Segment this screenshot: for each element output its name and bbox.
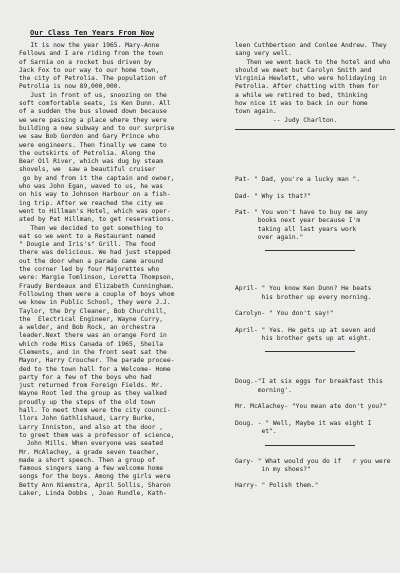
story-line: Petrolia. After chatting with them for <box>235 83 380 91</box>
story-line: Betty Ann Niemstra, April Sollis, Sharon <box>19 481 171 489</box>
story-line: the corner led by four Majorettes who <box>19 266 160 274</box>
dialogue-line <box>235 319 395 327</box>
page-title: Our Class Ten Years From Now <box>30 28 154 37</box>
story-line: went to Hillman's Hotel, which was oper- <box>19 207 171 215</box>
story-line: ing trip. After we reached the city we <box>19 199 164 207</box>
story-line: famous singers sang a few welcome home <box>19 465 164 473</box>
right-column <box>235 42 395 491</box>
story-line: Fraudy Berdeaux and Elizabeth Cunningham. <box>19 282 175 290</box>
joke-doug-mcalachey <box>235 378 395 436</box>
story-line: Jack Fox to our way to our home town, <box>19 66 160 74</box>
story-line: town again. <box>235 108 277 116</box>
dialogue-line <box>235 395 395 403</box>
story-line: were engineers. Then finally we came to <box>19 141 167 149</box>
dialogue-line: Dad- " Why is that?" <box>235 192 311 200</box>
dialogue-line: over again." <box>235 234 304 242</box>
story-line: Wayne Root led the group as they walked <box>19 390 167 398</box>
story-line: eat so we went to a Restaurant named <box>19 232 156 240</box>
story-continuation <box>235 42 395 117</box>
story-line: we knew in Public School, they were J.J. <box>19 299 171 307</box>
dialogue-line: Doug.-"I at six eggs for breakfast this <box>235 378 383 386</box>
story-line: soft comfortable seats, is Ken Dunn. All <box>19 100 171 108</box>
story-line: hall. To meet them were the city counci- <box>19 407 171 415</box>
dialogue-line: Pat- " You won't have to buy me any <box>235 209 368 217</box>
dialogue-line: Doug. - " Well, Maybe it was eight I <box>235 419 372 427</box>
story-line: who was John Egan, waved to us, he was <box>19 183 164 191</box>
story-line: Clements, and in the front seat sat the <box>19 348 167 356</box>
dialogue-line <box>235 201 395 209</box>
story-line: the outskirts of Petrolia. Along the <box>19 149 156 157</box>
dialogue-line <box>235 302 395 310</box>
story-line: out the door when a parade came around <box>19 257 164 265</box>
story-line: Then we decided to get something to <box>19 224 164 232</box>
story-line: John Mills. When everyone was seated <box>19 440 164 448</box>
joke-gary-harry <box>235 458 395 491</box>
story-line: Following them were a couple of boys whom <box>19 290 175 298</box>
story-line: which rode Miss Canada of 1965, Sheila <box>19 340 164 348</box>
story-line: Mayor, Harry Croucher. The parade procee- <box>19 357 175 365</box>
story-line: just returned from Foreign Fields. Mr. <box>19 382 164 390</box>
dialogue-line <box>235 412 395 420</box>
story-line: party for a few of the boys who had <box>19 373 152 381</box>
story-line: building a new subway and to our surprise <box>19 124 175 132</box>
story-line: Then we went back to the hotel and who <box>235 58 391 66</box>
dialogue-line: in my shoes?" <box>235 465 311 473</box>
dialogue-line: Mr. McAlachey- "You mean ate don't you?" <box>235 403 387 411</box>
story-line: to greet them was a professor of science, <box>19 431 175 439</box>
story-line: songs for the boys. Among the girls were <box>19 473 171 481</box>
story-line: shovels, we saw a beautiful cruiser <box>19 166 156 174</box>
dialogue-line: taking all last years work <box>235 225 357 233</box>
dialogue-line: his brother up every morning. <box>235 293 372 301</box>
joke-dad-pat <box>235 176 395 242</box>
story-line: we were passing a place where they were <box>19 116 167 124</box>
story-line: ded to the town hall for a Welcome- Home <box>19 365 171 373</box>
story-line: Taylor, the Dry Cleaner, Bob Churchill, <box>19 307 167 315</box>
story-line: " Dougie and Iris's" Grill. The food <box>19 241 156 249</box>
story-line: Larry Inniston, and also at the door , <box>19 423 164 431</box>
story-line: a while we retired to bed, thinking <box>235 91 368 99</box>
story-line: go by and from it the captain and owner, <box>19 174 175 182</box>
story-line: on his way to Johnson Harbour on a fish- <box>19 191 171 199</box>
story-line: Petrolia is now 89,000,000. <box>19 83 122 91</box>
story-line: how nice it was to back in our home <box>235 100 368 108</box>
dialogue-line: books next year because I'm <box>235 217 361 225</box>
story-line: should we meet but Carolyn Smith and <box>235 66 372 74</box>
left-column <box>19 42 219 498</box>
dialogue-line: Gary- " What would you do if r you were <box>235 457 391 465</box>
story-line: sang very well. <box>235 50 292 58</box>
story-line: we saw Bob Gordon and Gary Prince who <box>19 133 160 141</box>
story-line: a welder, and Bob Rock, an orchestra <box>19 324 156 332</box>
story-line: Virginia Hewlett, who were holidaying in <box>235 75 387 83</box>
dialogue-line: morning'. <box>235 386 292 394</box>
story-line: leen Cuthbertson and Conlee Andrew. They <box>235 42 387 49</box>
story-line: Bear Oil River, which was dug by steam <box>19 158 164 166</box>
dialogue-line: Harry- " Polish them." <box>235 482 319 490</box>
dialogue-line <box>235 474 395 482</box>
dialogue-line: April- " Yes. He gets up at seven and <box>235 326 376 334</box>
story-line: llors John Gathlishaud, Larry Burke, <box>19 415 156 423</box>
dialogue-line: his brother gets up at eight. <box>235 335 372 343</box>
story-line: Laker, Linda Dobbs , Joan Rundle, Kath- <box>19 490 167 498</box>
story-line: made a short speech. Then a group of <box>19 456 156 464</box>
story-line: of Sarnia on a rocket bus driven by <box>19 58 152 66</box>
story-line: leader.Next there was an orange Ford in <box>19 332 167 340</box>
joke-april-carolyn <box>235 285 395 343</box>
story-line: proudly up the steps of the old town <box>19 398 156 406</box>
story-line: were: Margie Tomlinson, Loretta Thompson, <box>19 274 175 282</box>
story-line: of a sudden the bus slowed down because <box>19 108 167 116</box>
story-line: the Electrical Engineer, Wayne Curry, <box>19 315 164 323</box>
dialogue-line: Pat- " Dad, you're a lucky man ". <box>235 175 361 183</box>
dialogue-line <box>235 184 395 192</box>
dialogue-line: Carolyn- " You don't say!" <box>235 310 334 318</box>
story-line: Just in front of us, snoozing on the <box>19 91 167 99</box>
author-signature: -- Judy Charlton. <box>235 116 338 124</box>
story-line: the city of Petrolia. The population of <box>19 75 167 83</box>
dialogue-line: et". <box>235 428 277 436</box>
story-line: ated by Pat Hillman, to get reservations. <box>19 216 175 224</box>
story-line: Mr. McAlachey, a grade seven teacher, <box>19 448 160 456</box>
dialogue-line: April- " You know Ken Dunn? He beats <box>235 285 372 293</box>
story-line: there was delicious. We had just stepped <box>19 249 171 257</box>
story-line: Fellows and I are riding from the town <box>19 50 164 58</box>
story-line: It is now the year 1965. Mary-Anne <box>19 42 160 49</box>
